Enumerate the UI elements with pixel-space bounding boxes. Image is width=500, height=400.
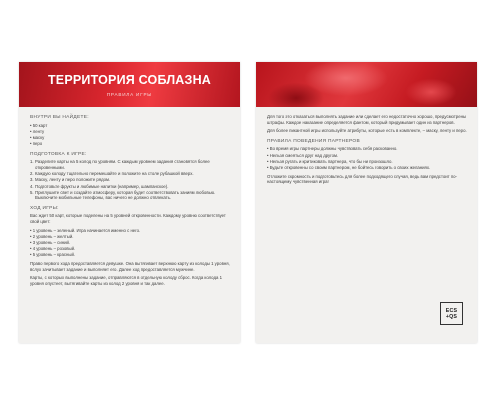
rules-section <box>267 139 467 185</box>
step-text: Подготовьте фрукты и любимые напитки (например, шампанское). <box>35 183 169 189</box>
inside-heading: ВНУТРИ ВЫ НАЙДЕТЕ: <box>30 115 89 120</box>
level-item: • 2 уровень – желтый. <box>30 233 74 239</box>
level-item: • 3 уровень – синий. <box>30 240 71 246</box>
level-item: • 5 уровень – красный. <box>30 252 76 258</box>
step-text: Каждую колоду тщательно перемешайте и положите на столе рубашкой вверх. <box>35 171 194 177</box>
step-number: 4. <box>30 183 34 189</box>
course-heading: ХОД ИГРЫ: <box>30 205 59 211</box>
prep-step <box>30 159 230 170</box>
course-section <box>30 206 230 287</box>
logo-line: ЕCS <box>445 307 458 314</box>
level-item: • 1 уровень – зеленый. Игра начинается именно с него. <box>30 227 141 233</box>
inside-item: • маску <box>30 134 45 140</box>
closing-paragraph: Отложите скромность и подготовьтесь для более подходящего случая, ведь вам предстоит по-настоящему чувственная игра! <box>267 173 457 185</box>
rule-item: • Нельзя ругать и критиковать партнера, что бы ни произошло. <box>267 158 393 164</box>
right-card-content <box>267 114 467 190</box>
course-paragraph: Карты, с которых выполнены задание, отправляются в отдельную колоду сброс. Когда колода 1 уровня опустеет, вытягивайте карты из колод 2 уровня и так далее. <box>30 275 222 286</box>
prep-step <box>30 171 230 177</box>
inside-section <box>30 115 230 147</box>
attributes-paragraph: Для более пикантной игры используйте атрибуты, которые есть в комплекте, – маску, ленту и перо. <box>267 128 467 134</box>
rule-item: • Будьте откровенны со своим партнером, не бойтесь говорить о своих желаниях. <box>267 164 431 170</box>
title-banner <box>19 62 240 107</box>
prep-section <box>30 152 230 201</box>
step-text: Приглушите свет и создайте атмосферу, которая будет соответствовать заниям любовью. Выключите мобильные телефоны, вас ничего не должно отвлекать. <box>35 189 216 201</box>
prep-heading: ПОДГОТОВКА К ИГРЕ: <box>30 151 87 157</box>
card-subtitle: ПРАВИЛА ИГРЫ <box>106 92 153 97</box>
inside-item: • перо <box>30 141 43 147</box>
brand-logo <box>440 302 463 325</box>
course-paragraph: Право первого хода предоставляется девушке. Она вытягивает верхнюю карту из колоды 1 уровня, вслух зачитывает задание и выполняет его. Далее ход предоставляется мужчине. <box>30 261 230 272</box>
rules-card-front <box>19 62 240 343</box>
step-text: Разделите карты на 5 колод по уровням. С каждым уровнем задания становятся более откровенными. <box>35 159 210 170</box>
inside-item: • 50 карт <box>30 122 48 128</box>
level-item: • 4 уровень – розовый. <box>30 246 76 252</box>
prep-step <box>30 184 230 190</box>
red-photo-banner <box>256 62 477 107</box>
prep-step <box>30 190 230 201</box>
rules-heading: ПРАВИЛА ПОВЕДЕНИЯ ПАРТНЕРОВ <box>267 138 360 144</box>
step-text: Маску, ленту и перо положите рядом. <box>35 177 111 183</box>
step-number: 5. <box>30 189 34 195</box>
logo-line: +QS <box>445 313 458 320</box>
card-title: ТЕРРИТОРИЯ СОБЛАЗНА <box>47 73 212 87</box>
penalty-paragraph: Для того это отказаться выполнять задание или сделает его недостаточно хорошо, предусмотрены штрафы. Каждое наказание определяется фантом, который придумывает один из партнеров. <box>267 114 467 125</box>
step-number: 3. <box>30 177 34 183</box>
left-card-content <box>30 115 230 291</box>
course-intro: Вас ждет 50 карт, которые поделены на 5 уровней откровенности. Каждому уровню соответствует свой цвет: <box>30 213 226 225</box>
prep-step <box>30 177 230 183</box>
step-number: 1. <box>30 159 34 165</box>
inside-item: • ленту <box>30 128 45 134</box>
step-number: 2. <box>30 171 34 177</box>
rules-card-back <box>256 62 477 343</box>
rule-item: • Во время игры партнеры должны чувствовать себя раскованно. <box>267 146 398 152</box>
rule-item: • Нельзя смеяться друг над другом. <box>267 152 339 158</box>
